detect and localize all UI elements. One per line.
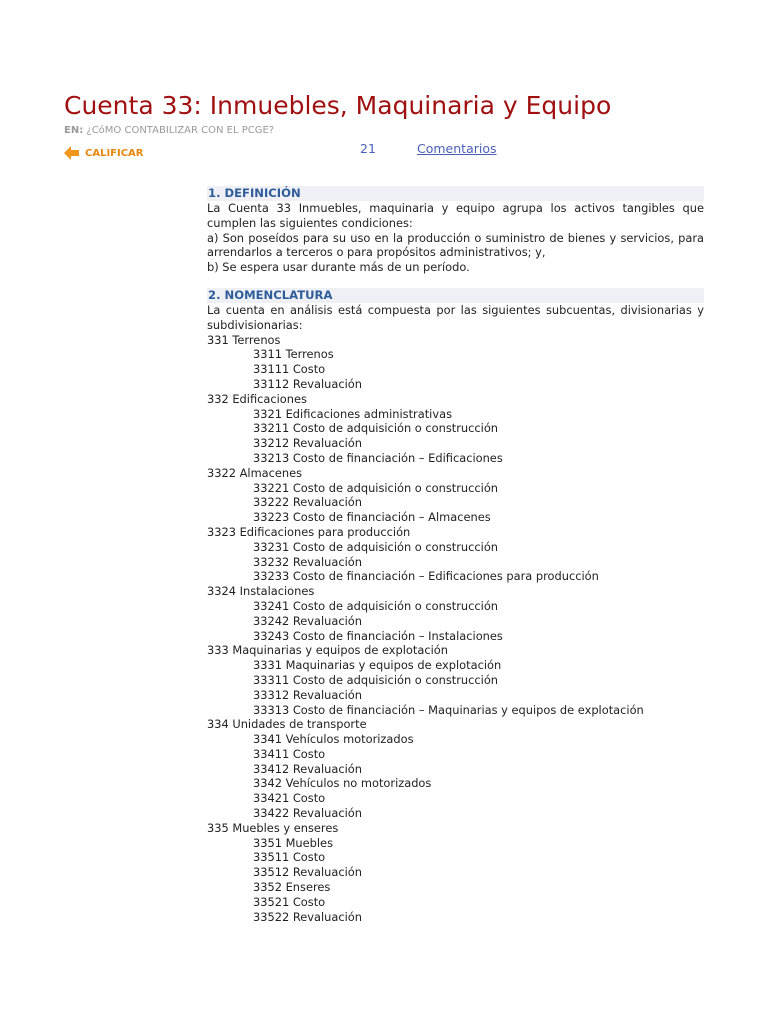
- account-line: 3322 Almacenes: [207, 465, 303, 480]
- category-line: [64, 124, 274, 138]
- subaccount-line: 33212 Revaluación: [253, 436, 362, 451]
- subaccount-line: 33411 Costo: [253, 746, 326, 761]
- subaccount-line: 33223 Costo de financiación – Almacenes: [253, 510, 491, 525]
- account-line: 334 Unidades de transporte: [207, 717, 367, 732]
- page-title: Cuenta 33: Inmuebles, Maquinaria y Equipo: [64, 91, 612, 120]
- rate-label: CALIFICAR: [85, 147, 144, 159]
- subaccount-line: 33112 Revaluación: [253, 376, 362, 391]
- subaccount-line: 33242 Revaluación: [253, 613, 362, 628]
- comment-count: 21: [360, 141, 376, 156]
- subaccount-line: 33222 Revaluación: [253, 495, 362, 510]
- article-body: [207, 186, 704, 924]
- section-heading-definicion: 1. DEFINICIÓN: [207, 186, 704, 201]
- subaccount-line: 33243 Costo de financiación – Instalaciones: [253, 628, 503, 643]
- subaccount-line: 3321 Edificaciones administrativas: [253, 406, 453, 421]
- arrow-left-icon: [64, 146, 80, 160]
- subaccount-line: 33422 Revaluación: [253, 806, 362, 821]
- account-line: 332 Edificaciones: [207, 391, 307, 406]
- subaccount-line: 33312 Revaluación: [253, 687, 362, 702]
- definition-intro: La Cuenta 33 Inmuebles, maquinaria y equipo agrupa los activos tangibles que cumplen las siguientes condiciones:: [207, 201, 704, 230]
- subaccount-line: 33311 Costo de adquisición o construcción: [253, 672, 499, 687]
- subaccount-line: 33211 Costo de adquisición o construcción: [253, 421, 499, 436]
- subaccount-line: 3341 Vehículos motorizados: [253, 732, 414, 747]
- definition-item-a: a) Son poseídos para su uso en la producción o suministro de bienes y servicios, para arrendarlos a terceros o para propósitos administrativos; y,: [207, 230, 704, 260]
- category-label: EN:: [64, 125, 84, 136]
- subaccount-line: 3331 Maquinarias y equipos de explotación: [253, 658, 502, 673]
- account-line: 3324 Instalaciones: [207, 584, 315, 599]
- category-link[interactable]: ¿CóMO CONTABILIZAR CON EL PCGE?: [86, 125, 275, 136]
- subaccount-line: 3352 Enseres: [253, 880, 331, 895]
- rate-button[interactable]: [64, 145, 144, 161]
- subaccount-line: 33521 Costo: [253, 894, 326, 909]
- account-line: 3323 Edificaciones para producción: [207, 524, 411, 539]
- account-line: 335 Muebles y enseres: [207, 820, 339, 835]
- subaccount-line: 3311 Terrenos: [253, 347, 334, 362]
- account-line: 333 Maquinarias y equipos de explotación: [207, 643, 448, 658]
- subaccount-line: 33512 Revaluación: [253, 865, 362, 880]
- subaccount-line: 33213 Costo de financiación – Edificaciones: [253, 450, 503, 465]
- subaccount-line: 33232 Revaluación: [253, 554, 362, 569]
- subaccount-line: 33412 Revaluación: [253, 761, 362, 776]
- subaccount-line: 33221 Costo de adquisición o construcción: [253, 480, 499, 495]
- subaccount-line: 33111 Costo: [253, 362, 326, 377]
- section-spacer: [207, 275, 704, 288]
- subaccount-line: 33233 Costo de financiación – Edificaciones para producción: [253, 569, 599, 584]
- section-heading-nomenclatura: 2. NOMENCLATURA: [207, 288, 704, 303]
- nomenclature-intro: La cuenta en análisis está compuesta por las siguientes subcuentas, divisionarias y subdivisionarias:: [207, 302, 704, 332]
- subaccount-line: 33231 Costo de adquisición o construcción: [253, 539, 499, 554]
- subaccount-line: 33313 Costo de financiación – Maquinarias y equipos de explotación: [253, 702, 644, 717]
- subaccount-line: 3351 Muebles: [253, 835, 334, 850]
- subaccount-line: 33511 Costo: [253, 850, 326, 865]
- subaccount-line: 33421 Costo: [253, 791, 326, 806]
- account-list: [207, 333, 704, 925]
- definition-item-b: b) Se espera usar durante más de un período.: [207, 260, 470, 275]
- account-line: 331 Terrenos: [207, 332, 281, 347]
- comments-link[interactable]: Comentarios: [417, 141, 497, 156]
- subaccount-line: 33241 Costo de adquisición o construcción: [253, 598, 499, 613]
- subaccount-line: 33522 Revaluación: [253, 909, 362, 924]
- subaccount-line: 3342 Vehículos no motorizados: [253, 776, 432, 791]
